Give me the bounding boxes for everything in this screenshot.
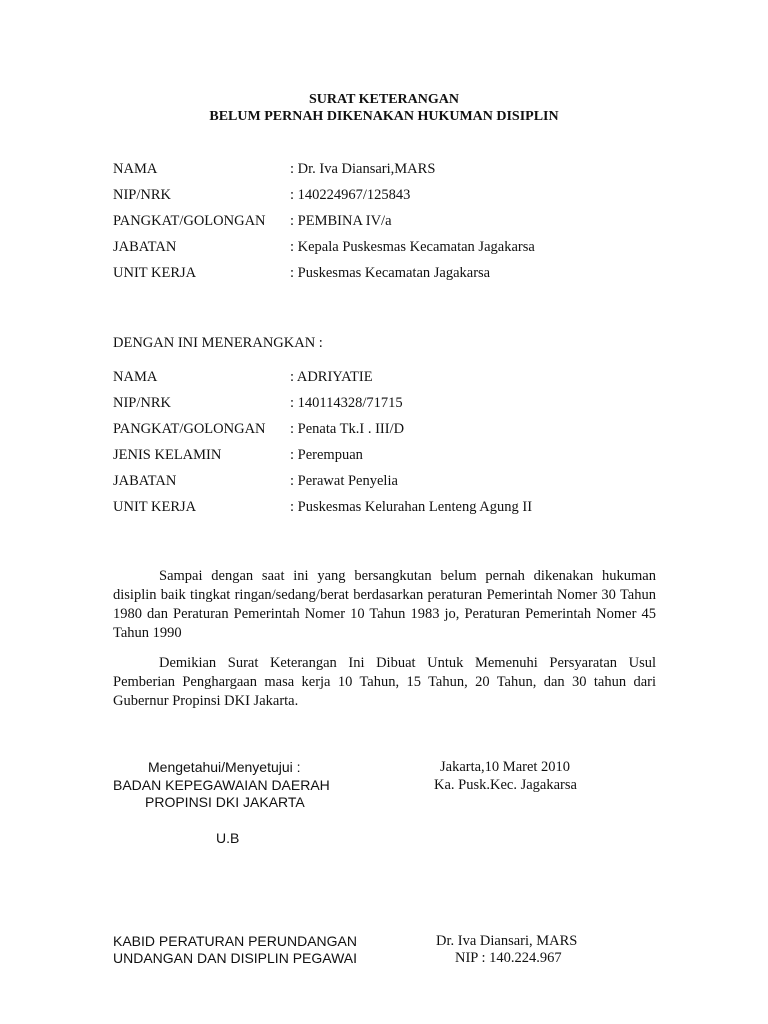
body-paragraph-1 bbox=[113, 567, 656, 643]
agency-name-line1: BADAN KEPEGAWAIAN DAERAH bbox=[113, 777, 330, 793]
issuer-nip-value: : 140224967/125843 bbox=[290, 187, 411, 203]
body-paragraph-2 bbox=[113, 654, 656, 711]
document-title: SURAT KETERANGAN bbox=[308, 92, 459, 107]
document-subtitle: BELUM PERNAH DIKENAKAN HUKUMAN DISIPLIN bbox=[209, 109, 559, 124]
subject-unit-label: UNIT KERJA bbox=[113, 499, 197, 515]
subject-gender-label: JENIS KELAMIN bbox=[113, 447, 222, 463]
body-paragraph-2-text: Demikian Surat Keterangan Ini Dibuat Untuk Memenuhi Persyaratan Usul Pemberian Penghargaan masa kerja 10 Tahun, 15 Tahun, 20 Tahun, dan 30 tahun dari Gubernur Propinsi DKI Jakarta. bbox=[113, 655, 656, 709]
subject-name-value: : ADRIYATIE bbox=[290, 369, 373, 385]
signatory-position: Ka. Pusk.Kec. Jagakarsa bbox=[434, 777, 577, 793]
subject-rank-value: : Penata Tk.I . III/D bbox=[290, 421, 405, 437]
issuer-name-value: : Dr. Iva Diansari,MARS bbox=[290, 161, 436, 177]
subject-position-label: JABATAN bbox=[113, 473, 177, 489]
issuer-name-label: NAMA bbox=[113, 161, 158, 177]
on-behalf-marker: U.B bbox=[216, 830, 240, 846]
signatory-name: Dr. Iva Diansari, MARS bbox=[436, 933, 578, 949]
declaration-heading: DENGAN INI MENERANGKAN : bbox=[113, 335, 323, 351]
issuer-position-value: : Kepala Puskesmas Kecamatan Jagakarsa bbox=[290, 239, 535, 255]
agency-name-line2: PROPINSI DKI JAKARTA bbox=[145, 794, 305, 810]
issuer-rank-value: : PEMBINA IV/a bbox=[290, 213, 392, 229]
signatory-title-line1: KABID PERATURAN PERUNDANGAN bbox=[113, 933, 358, 949]
subject-gender-value: : Perempuan bbox=[290, 447, 363, 463]
issuer-unit-label: UNIT KERJA bbox=[113, 265, 197, 281]
place-date: Jakarta,10 Maret 2010 bbox=[440, 759, 571, 775]
signatory-nip: NIP : 140.224.967 bbox=[455, 950, 562, 966]
subject-unit-value: : Puskesmas Kelurahan Lenteng Agung II bbox=[290, 499, 533, 515]
subject-nip-label: NIP/NRK bbox=[113, 395, 172, 411]
subject-nip-value: : 140114328/71715 bbox=[290, 395, 403, 411]
subject-position-value: : Perawat Penyelia bbox=[290, 473, 398, 489]
signatory-title-line2: UNDANGAN DAN DISIPLIN PEGAWAI bbox=[113, 950, 358, 966]
issuer-nip-label: NIP/NRK bbox=[113, 187, 172, 203]
issuer-rank-label: PANGKAT/GOLONGAN bbox=[113, 213, 266, 229]
approval-label: Mengetahui/Menyetujui : bbox=[148, 759, 301, 775]
subject-name-label: NAMA bbox=[113, 369, 158, 385]
body-paragraph-1-text: Sampai dengan saat ini yang bersangkutan belum pernah dikenakan hukuman disiplin baik tingkat ringan/sedang/berat berdasarkan peraturan Pemerintah Nomer 30 Tahun 1980 dan Peraturan Pemerintah Nomer 10 Tahun 1983 jo, Peraturan Pemerintah Nomer 45 Tahun 1990 bbox=[113, 568, 656, 641]
issuer-position-label: JABATAN bbox=[113, 239, 177, 255]
issuer-unit-value: : Puskesmas Kecamatan Jagakarsa bbox=[290, 265, 491, 281]
subject-rank-label: PANGKAT/GOLONGAN bbox=[113, 421, 266, 437]
